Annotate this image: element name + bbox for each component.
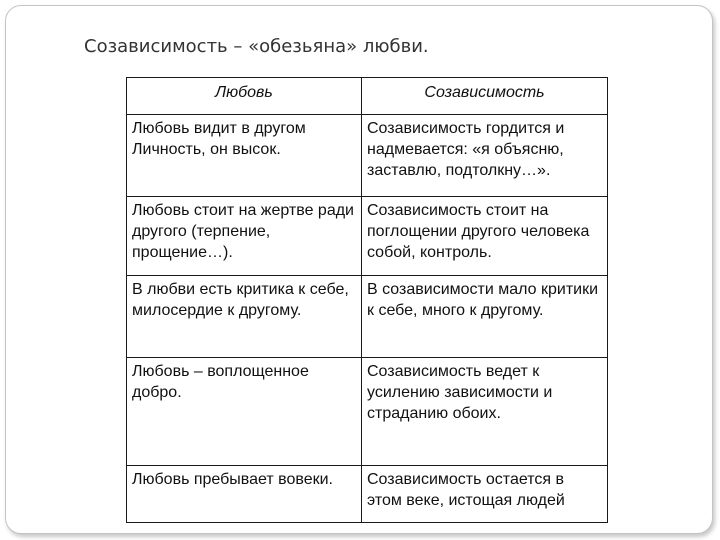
codependency-cell: Созависимость ведет к усилению зависимости и страданию обоих. (362, 358, 608, 466)
table-row (127, 115, 608, 197)
love-cell: Любовь стоит на жертве ради другого (терпение, прощение…). (127, 197, 362, 276)
header-codependency: Созависимость (362, 78, 608, 115)
header-love: Любовь (127, 78, 362, 115)
love-cell: Любовь – воплощенное добро. (127, 358, 362, 466)
love-cell: Любовь пребывает вовеки. (127, 466, 362, 523)
codependency-cell: В созависимости мало критики к себе, много к другому. (362, 276, 608, 358)
table-header-row (127, 78, 608, 115)
slide-frame (5, 5, 713, 534)
love-cell: В любви есть критика к себе, милосердие к другому. (127, 276, 362, 358)
codependency-cell: Созависимость гордится и надмевается: «я объясню, заставлю, подтолкну…». (362, 115, 608, 197)
love-cell: Любовь видит в другом Личность, он высок. (127, 115, 362, 197)
table-row (127, 466, 608, 523)
codependency-cell: Созависимость остается в этом веке, истощая людей (362, 466, 608, 523)
slide-title: Созависимость – «обезьяна» любви. (84, 36, 429, 57)
codependency-cell: Созависимость стоит на поглощении другого человека собой, контроль. (362, 197, 608, 276)
table-row (127, 197, 608, 276)
table-row (127, 276, 608, 358)
table-row (127, 358, 608, 466)
comparison-table (126, 77, 608, 523)
